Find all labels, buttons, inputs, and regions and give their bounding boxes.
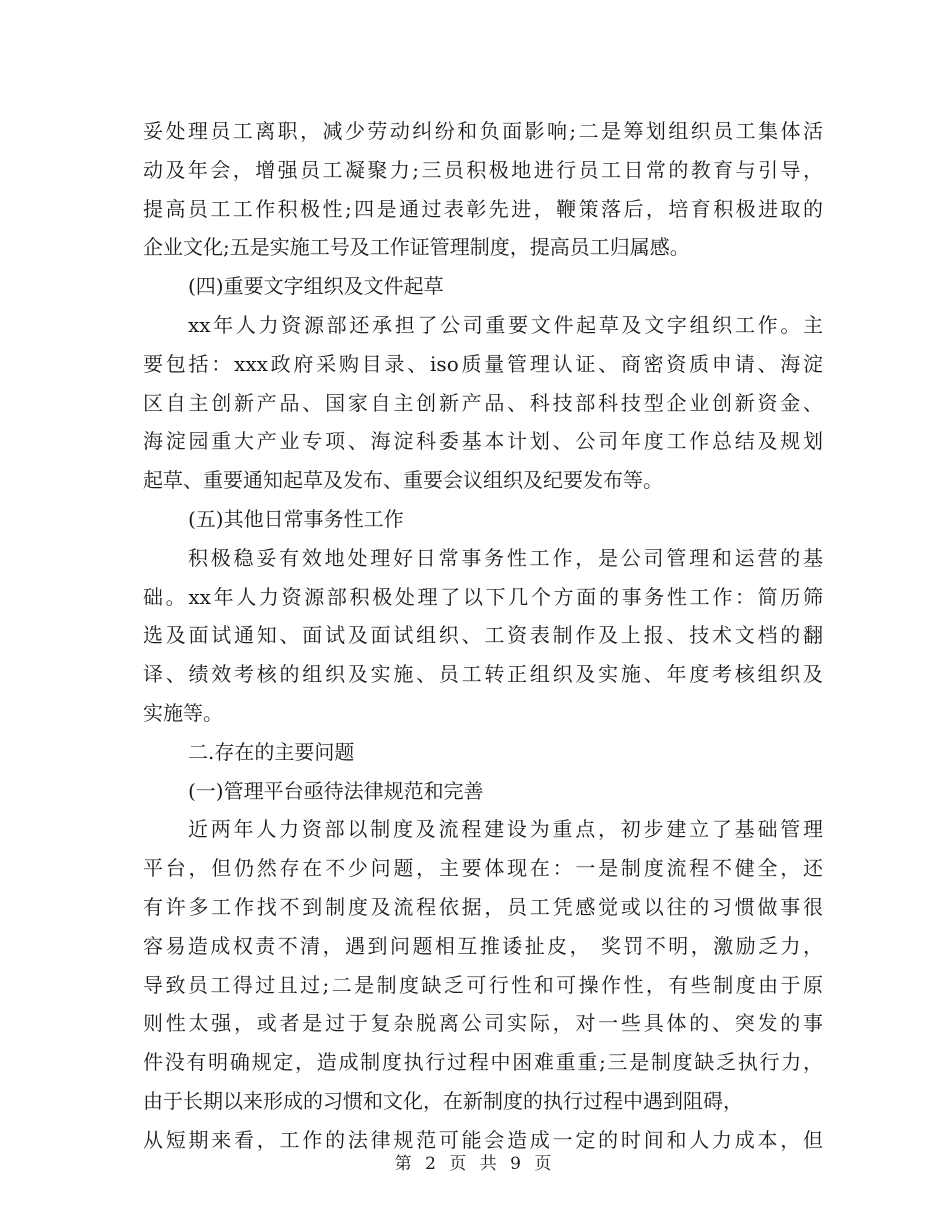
text-line: 近两年人力资部以制度及流程建设为重点，初步建立了基础管理 [188, 817, 823, 842]
text-line: 企业文化;五是实施工号及工作证管理制度，提高员工归属感。 [143, 235, 690, 260]
text-line: (一)管理平台亟待法律规范和完善 [188, 778, 484, 803]
text-line: 二.存在的主要问题 [188, 739, 355, 764]
text-line: xx年人力资源部还承担了公司重要文件起草及文字组织工作。主 [188, 312, 823, 337]
text-line: 平台，但仍然存在不少问题，主要体现在：一是制度流程不健全，还 [143, 856, 823, 881]
text-line: 积极稳妥有效地处理好日常事务性工作，是公司管理和运营的基 [188, 545, 823, 570]
text-line: 从短期来看，工作的法律规范可能会造成一定的时间和人力成本，但 [143, 1127, 823, 1152]
text-line: (五)其他日常事务性工作 [188, 506, 404, 531]
document-body [143, 112, 823, 1160]
text-line: 妥处理员工离职，减少劳动纠纷和负面影响;二是筹划组织员工集体活 [143, 119, 823, 143]
text-line: 由于长期以来形成的习惯和文化，在新制度的执行过程中遇到阻碍， [143, 1088, 743, 1113]
text-line: 选及面试通知、面试及面试组织、工资表制作及上报、技术文档的翻 [143, 623, 823, 648]
text-line: 容易造成权责不清，遇到问题相互推诿扯皮， 奖罚不明，激励乏力， [143, 933, 823, 958]
text-line: 提高员工工作积极性;四是通过表彰先进，鞭策落后，培育积极进取的 [143, 196, 823, 221]
text-line: 译、绩效考核的组织及实施、员工转正组织及实施、年度考核组织及 [143, 662, 823, 687]
text-line: 础。xx年人力资源部积极处理了以下几个方面的事务性工作：简历筛 [143, 584, 823, 609]
text-line: 件没有明确规定，造成制度执行过程中困难重重;三是制度缺乏执行力， [143, 1050, 823, 1075]
text-line: 实施等。 [143, 700, 223, 725]
text-line: 导致员工得过且过;二是制度缺乏可行性和可操作性，有些制度由于原 [143, 972, 823, 997]
text-line: 动及年会，增强员工凝聚力;三员积极地进行员工日常的教育与引导， [143, 157, 823, 182]
text-line: 要包括：xxx政府采购目录、iso质量管理认证、商密资质申请、海淀 [143, 351, 823, 376]
page-footer: 第 2 页 共 9 页 [394, 1154, 556, 1174]
text-line: 区自主创新产品、国家自主创新产品、科技部科技型企业创新资金、 [143, 390, 823, 415]
text-line: 有许多工作找不到制度及流程依据，员工凭感觉或以往的习惯做事很 [143, 894, 823, 919]
text-line: 则性太强，或者是过于复杂脱离公司实际，对一些具体的、突发的事 [143, 1011, 823, 1036]
text-line: 起草、重要通知起草及发布、重要会议组织及纪要发布等。 [143, 468, 663, 493]
text-line: 海淀园重大产业专项、海淀科委基本计划、公司年度工作总结及规划 [143, 429, 823, 454]
text-line: (四)重要文字组织及文件起草 [188, 274, 444, 299]
